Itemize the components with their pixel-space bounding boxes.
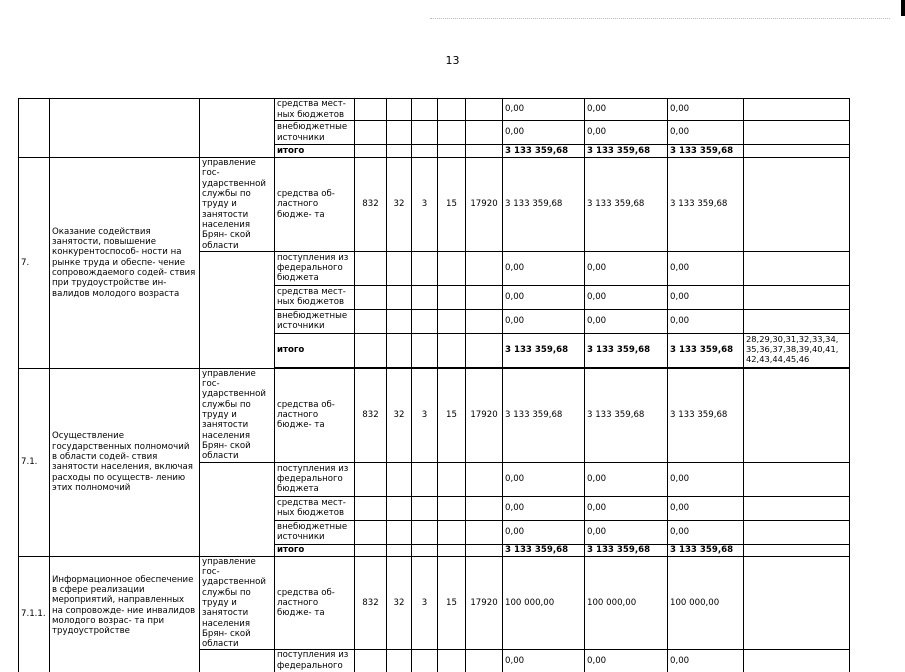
- value-cell: 3 133 359,68: [668, 368, 744, 462]
- total-label: итого: [275, 333, 355, 367]
- page-number: 13: [445, 54, 460, 67]
- row-number-cell: [19, 99, 50, 158]
- total-value: 3 133 359,68: [585, 333, 668, 367]
- value-cell: 0,00: [585, 520, 668, 544]
- source-label: средства мест- ных бюджетов: [275, 496, 355, 520]
- source-label: средства об- ластного бюдже- та: [275, 556, 355, 650]
- source-label: средства мест- ных бюджетов: [275, 99, 355, 121]
- value-cell: 0,00: [668, 520, 744, 544]
- measure-name: Осуществление государственных полномочий в области содей- ствия занятости населения, включая расходы по осуществ- лению этих полномочий: [50, 368, 200, 556]
- value-cell: 0,00: [585, 121, 668, 145]
- scan-corner-mark: [901, 0, 905, 16]
- performer: управление гос- ударственной службы по труду и занятости населения Брян- ской области: [200, 556, 275, 650]
- total-value: 3 133 359,68: [585, 544, 668, 556]
- value-cell: 100 000,00: [585, 556, 668, 650]
- value-cell: 0,00: [668, 650, 744, 672]
- value-cell: 0,00: [668, 121, 744, 145]
- code-rz: 32: [387, 368, 412, 462]
- code-grbs: 832: [355, 368, 387, 462]
- code-csr: 15: [438, 368, 466, 462]
- code-pr: 3: [412, 368, 438, 462]
- value-cell: 0,00: [503, 650, 585, 672]
- value-cell: 0,00: [585, 462, 668, 496]
- code-vr: 17920: [466, 158, 503, 252]
- source-label: внебюджетные источники: [275, 520, 355, 544]
- table-row: [19, 158, 858, 252]
- source-label: поступления из федерального: [275, 650, 355, 672]
- value-cell: 0,00: [668, 285, 744, 309]
- row-number: 7.1.1.: [19, 556, 50, 672]
- source-label: внебюджетные источники: [275, 309, 355, 333]
- source-label: внебюджетные источники: [275, 121, 355, 145]
- value-cell: 0,00: [503, 285, 585, 309]
- performer-cell: [200, 462, 275, 556]
- value-cell: 3 133 359,68: [585, 368, 668, 462]
- value-cell: 100 000,00: [668, 556, 744, 650]
- performer-cell: [200, 650, 275, 672]
- value-cell: 3 133 359,68: [503, 368, 585, 462]
- value-cell: 0,00: [585, 285, 668, 309]
- code-csr: 15: [438, 556, 466, 650]
- code-grbs: 832: [355, 556, 387, 650]
- performer-cell: [200, 99, 275, 158]
- total-label: итого: [275, 544, 355, 556]
- row-number: 7.1.: [19, 368, 50, 556]
- value-cell: 3 133 359,68: [668, 158, 744, 252]
- table-row: [19, 556, 858, 650]
- value-cell: 0,00: [668, 99, 744, 121]
- value-cell: 3 133 359,68: [503, 158, 585, 252]
- value-cell: 0,00: [585, 309, 668, 333]
- value-cell: 0,00: [668, 462, 744, 496]
- source-label: поступления из федерального бюджета: [275, 251, 355, 285]
- value-cell: 0,00: [668, 251, 744, 285]
- total-value: 3 133 359,68: [503, 333, 585, 367]
- value-cell: 0,00: [503, 496, 585, 520]
- total-value: 3 133 359,68: [668, 333, 744, 367]
- code-vr: 17920: [466, 368, 503, 462]
- total-value: 3 133 359,68: [503, 544, 585, 556]
- total-label: итого: [275, 145, 355, 158]
- value-cell: 0,00: [503, 121, 585, 145]
- indicators: 28,29,30,31,32,33,34, 35,36,37,38,39,40,41, 42,43,44,45,46: [744, 333, 850, 367]
- value-cell: 0,00: [503, 309, 585, 333]
- performer: управление гос- ударственной службы по труду и занятости населения Брян- ской области: [200, 368, 275, 462]
- value-cell: 3 133 359,68: [585, 158, 668, 252]
- source-label: средства об- ластного бюдже- та: [275, 368, 355, 462]
- value-cell: 0,00: [585, 99, 668, 121]
- value-cell: 0,00: [503, 251, 585, 285]
- source-label: средства мест- ных бюджетов: [275, 285, 355, 309]
- performer-cell: [200, 251, 275, 368]
- total-value: 3 133 359,68: [668, 145, 744, 158]
- table-row: [19, 368, 858, 462]
- value-cell: 0,00: [585, 496, 668, 520]
- row-number: 7.: [19, 158, 50, 369]
- value-cell: 0,00: [668, 496, 744, 520]
- measure-name-cell: [50, 99, 200, 158]
- total-value: 3 133 359,68: [503, 145, 585, 158]
- value-cell: 0,00: [503, 99, 585, 121]
- value-cell: 0,00: [503, 520, 585, 544]
- code-rz: 32: [387, 158, 412, 252]
- code-grbs: 832: [355, 158, 387, 252]
- source-label: средства об- ластного бюдже- та: [275, 158, 355, 252]
- value-cell: 100 000,00: [503, 556, 585, 650]
- code-pr: 3: [412, 158, 438, 252]
- measure-name: Оказание содействия занятости, повышение конкурентоспособ- ности на рынке труда и обеспе- чение сопровождаемого содей- ствия при трудоустройстве ин- валидов молодого возраста: [50, 158, 200, 369]
- code-vr: 17920: [466, 556, 503, 650]
- value-cell: 0,00: [668, 309, 744, 333]
- source-label: поступления из федерального бюджета: [275, 462, 355, 496]
- value-cell: 0,00: [585, 251, 668, 285]
- code-pr: 3: [412, 556, 438, 650]
- total-value: 3 133 359,68: [668, 544, 744, 556]
- total-value: 3 133 359,68: [585, 145, 668, 158]
- performer: управление гос- ударственной службы по труду и занятости населения Брян- ской области: [200, 158, 275, 252]
- measure-name: Информационное обеспечение в сфере реализации мероприятий, направленных на сопровожде- ние инвалидов молодого возрас- та при трудоустройстве: [50, 556, 200, 672]
- scan-noise: [430, 18, 890, 20]
- budget-table: [18, 98, 857, 672]
- code-rz: 32: [387, 556, 412, 650]
- code-csr: 15: [438, 158, 466, 252]
- value-cell: 0,00: [503, 462, 585, 496]
- value-cell: 0,00: [585, 650, 668, 672]
- table-row: [19, 99, 858, 121]
